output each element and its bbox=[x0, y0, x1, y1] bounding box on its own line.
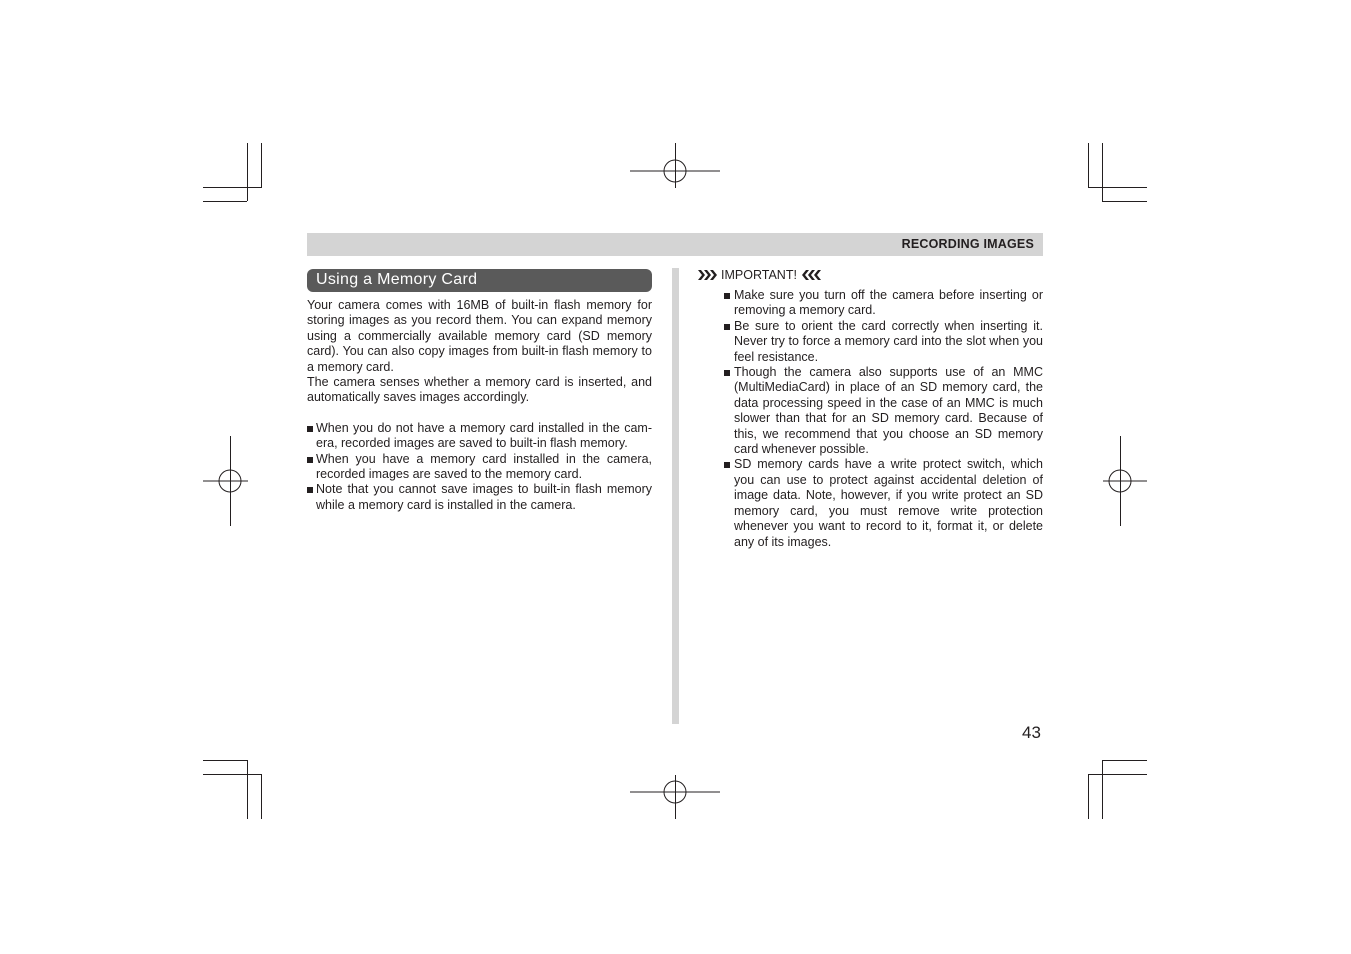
section-heading-text: Using a Memory Card bbox=[316, 271, 478, 288]
list-item: Though the camera also supports use of an MMC (MultiMediaCard) in place of an SD memory card, the data processing speed in the case of an MMC is much slower than that for an SD memory card. Because of this, we recommend that you choose an SD memory card whenever possible. bbox=[724, 365, 1043, 457]
list-item: When you do not have a memory card installed in the cam- era, recorded images are saved to built-in flash memory. bbox=[307, 421, 652, 452]
square-bullet-icon bbox=[724, 324, 730, 330]
square-bullet-icon bbox=[307, 457, 313, 463]
column-divider bbox=[672, 268, 679, 724]
list-item: SD memory cards have a write protect switch, which you can use to protect against accidental deletion of image data. Note, however, if you write protect an SD memory card, you must remove write protection whenever you want to record to it, format it, or delete any of its images. bbox=[724, 457, 1043, 549]
section-heading bbox=[307, 269, 652, 292]
list-item: Be sure to orient the card correctly when inserting it. Never try to force a memory card into the slot when you feel resistance. bbox=[724, 319, 1043, 365]
important-label bbox=[698, 267, 821, 283]
triple-arrow-left-icon bbox=[802, 269, 821, 281]
chapter-header-bar bbox=[307, 233, 1043, 256]
square-bullet-icon bbox=[724, 462, 730, 468]
list-item: Make sure you turn off the camera before inserting or removing a memory card. bbox=[724, 288, 1043, 319]
right-column bbox=[724, 288, 1043, 550]
chapter-title: RECORDING IMAGES bbox=[901, 237, 1034, 251]
page-number: 43 bbox=[1022, 723, 1041, 742]
square-bullet-icon bbox=[307, 426, 313, 432]
square-bullet-icon bbox=[724, 293, 730, 299]
square-bullet-icon bbox=[307, 487, 313, 493]
important-text: IMPORTANT! bbox=[721, 268, 797, 282]
intro-paragraph: The camera senses whether a memory card is inserted, and automatically saves images accordingly. bbox=[307, 375, 652, 405]
triple-arrow-right-icon bbox=[698, 269, 717, 281]
square-bullet-icon bbox=[724, 370, 730, 376]
list-item: Note that you cannot save images to built-in flash memory while a memory card is installed in the camera. bbox=[307, 482, 652, 513]
list-item: When you have a memory card installed in the camera, recorded images are saved to the memory card. bbox=[307, 452, 652, 483]
intro-paragraph: Your camera comes with 16MB of built-in flash memory for storing images as you record them. You can expand memory using a commercially available memory card (SD memory card). You can also copy images from built-in flash memory to a memory card. bbox=[307, 298, 652, 374]
left-column bbox=[307, 298, 652, 513]
